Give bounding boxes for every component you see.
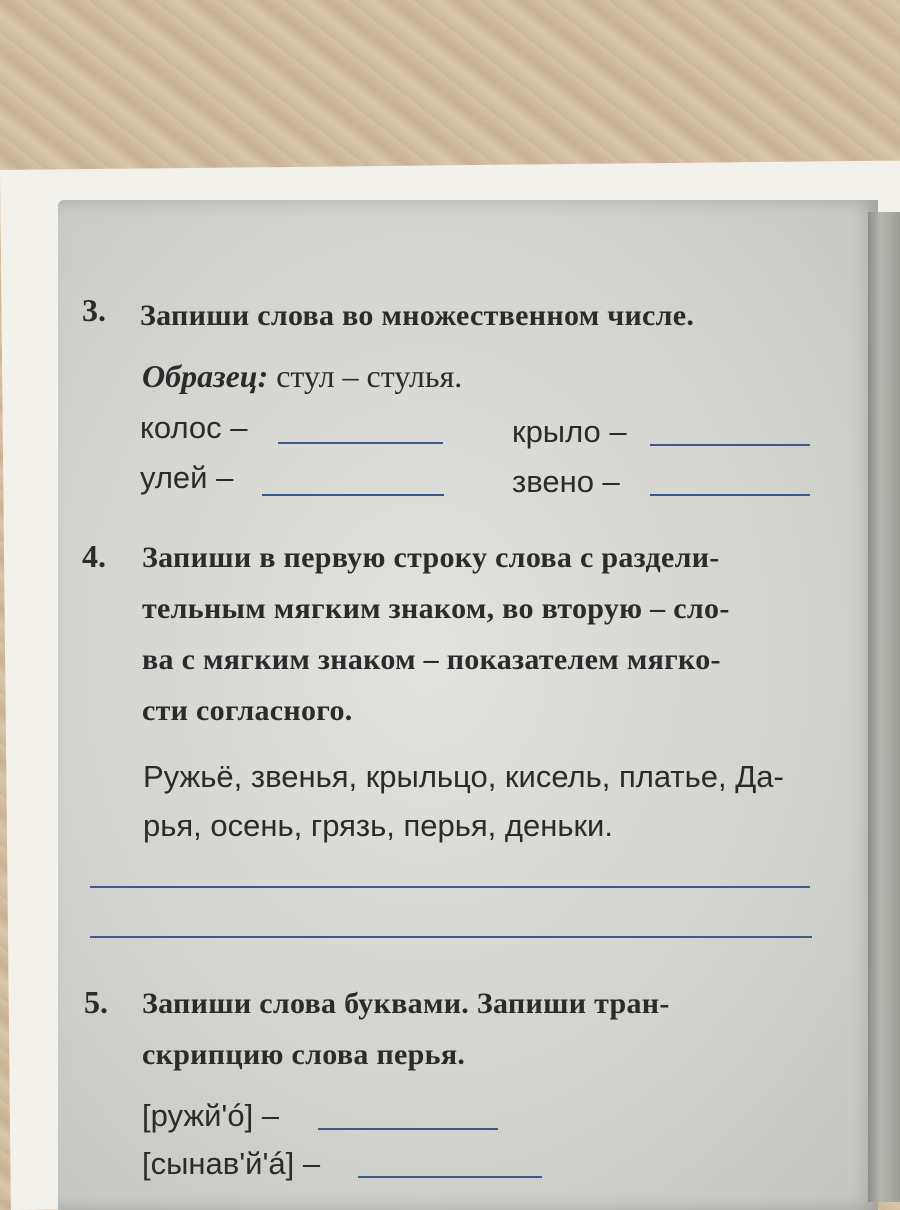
task-3-answer-blank-3[interactable] [262,494,444,496]
sample-text: стул – стулья. [276,358,463,394]
task-3-sample [142,358,462,395]
task-3-answer-blank-2[interactable] [650,444,810,446]
task-4-instruction: Запиши в первую строку слова с раздели- тельным мягким знаком, во вторую – сло- ва с мягким знаком – показателем мягко- сти согласного. [142,541,730,727]
task-3-item-zveno: звено – [512,464,620,499]
task-3-answer-blank-1[interactable] [278,442,443,444]
task-4-word-list: Ружьё, звенья, крыльцо, кисель, платье, Да- рья, осень, грязь, перья, деньки. [143,759,784,843]
task-3-item-uley: улей – [140,460,234,495]
task-4-answer-line-2[interactable] [90,936,812,938]
task-3-instruction: Запиши слова во множественном числе. [140,299,695,332]
task-5-item-1: [ружй'ó] – [142,1098,280,1133]
task-3-answer-blank-4[interactable] [650,494,810,496]
task-5-answer-blank-2[interactable] [358,1176,542,1178]
task-3-number: 3. [82,292,106,328]
task-5-answer-blank-1[interactable] [318,1128,498,1130]
sample-label: Образец: [142,358,269,394]
task-3-item-kolos: колос – [140,410,248,445]
task-5-instruction: Запиши слова буквами. Запиши тран- скрипцию слова перья. [142,987,670,1071]
task-5-number: 5. [84,984,108,1020]
task-4-answer-line-1[interactable] [90,886,810,888]
task-4-number: 4. [82,538,106,574]
task-5-item-2: [сынав'й'á] – [142,1146,321,1181]
task-3-item-krylo: крыло – [512,414,627,449]
bold-word-perya: перья [376,1038,458,1071]
